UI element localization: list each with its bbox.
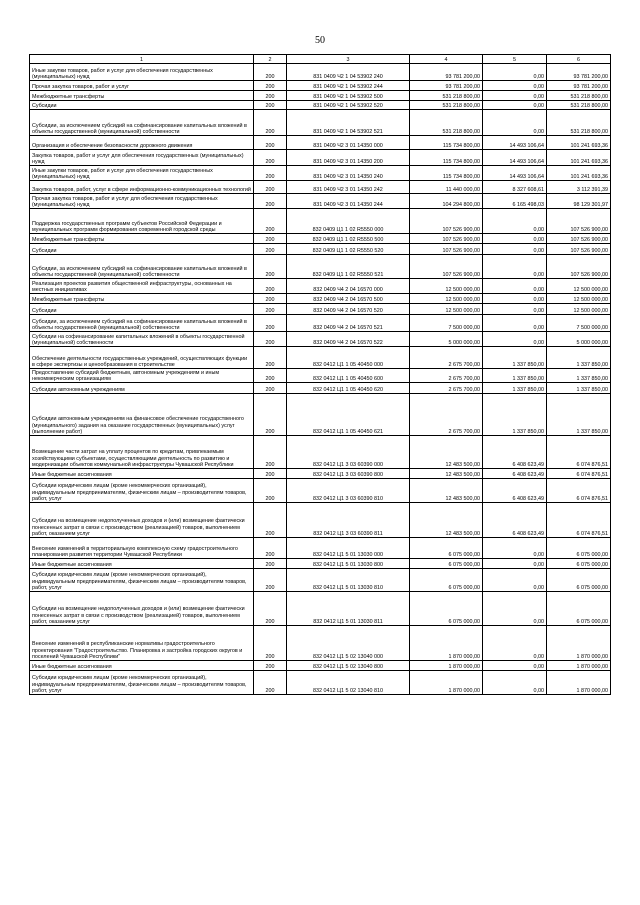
cell-amount-6: 531 218 800,00 (547, 101, 611, 110)
cell-name: Субсидии на софинансирование капитальных вложений в объекты государственной (муниципальной) собственности (30, 332, 254, 347)
cell-col-2: 200 (254, 181, 287, 194)
cell-col-2: 200 (254, 150, 287, 166)
cell-amount-4: 5 000 000,00 (410, 332, 483, 347)
cell-col-2: 200 (254, 255, 287, 279)
cell-col-2: 200 (254, 369, 287, 383)
cell-amount-4: 12 483 500,00 (410, 479, 483, 503)
table-row (30, 101, 611, 110)
cell-amount-5: 1 337 850,00 (483, 347, 547, 369)
cell-code: 832 0412 Ц1 5 02 13040 800 (287, 661, 410, 671)
cell-code: 832 0412 Ц1 5 01 13030 811 (287, 592, 410, 626)
header-col-2: 2 (254, 55, 287, 64)
cell-amount-6: 101 241 693,36 (547, 136, 611, 150)
cell-amount-5: 0,00 (483, 538, 547, 559)
cell-amount-5: 6 408 623,49 (483, 503, 547, 538)
cell-code: 832 0412 Ц1 5 02 13040 000 (287, 626, 410, 661)
cell-col-2: 200 (254, 383, 287, 394)
table-row (30, 81, 611, 91)
cell-code: 832 0412 Ц1 3 03 60390 800 (287, 469, 410, 479)
cell-name: Субсидии, за исключением субсидий на софинансирование капитальных вложений в объекты государственной (муниципальной) собственности (30, 255, 254, 279)
table-row (30, 383, 611, 394)
cell-amount-4: 107 526 900,00 (410, 234, 483, 244)
cell-name: Предоставление субсидий бюджетным, автономным учреждениям и иным некоммерческим организациям (30, 369, 254, 383)
cell-col-2: 200 (254, 294, 287, 304)
cell-amount-5: 1 337 850,00 (483, 394, 547, 436)
cell-amount-5: 6 408 623,49 (483, 436, 547, 469)
table-row (30, 559, 611, 569)
cell-amount-6: 12 500 000,00 (547, 294, 611, 304)
cell-name: Межбюджетные трансферты (30, 91, 254, 101)
cell-amount-5: 14 493 106,64 (483, 136, 547, 150)
cell-amount-4: 93 781 200,00 (410, 64, 483, 81)
cell-code: 832 0409 Ц1 1 02 R5550 521 (287, 255, 410, 279)
cell-amount-6: 6 074 876,51 (547, 503, 611, 538)
cell-amount-6: 1 337 850,00 (547, 383, 611, 394)
cell-code: 831 0409 Ч2 3 01 14350 244 (287, 194, 410, 209)
cell-name: Обеспечение деятельности государственных учреждений, осуществляющих функции в сфере экспертизы и ценообразования в строительстве (30, 347, 254, 369)
cell-amount-6: 93 781 200,00 (547, 64, 611, 81)
cell-col-2: 200 (254, 332, 287, 347)
cell-amount-5: 6 408 623,49 (483, 469, 547, 479)
cell-amount-6: 6 074 876,51 (547, 479, 611, 503)
cell-amount-5: 6 165 498,03 (483, 194, 547, 209)
cell-amount-4: 6 075 000,00 (410, 538, 483, 559)
cell-name: Иные закупки товаров, работ и услуг для обеспечения государственных (муниципальных) нужд (30, 64, 254, 81)
cell-amount-4: 531 218 800,00 (410, 91, 483, 101)
cell-amount-5: 0,00 (483, 255, 547, 279)
cell-amount-6: 1 337 850,00 (547, 347, 611, 369)
cell-amount-6: 1 337 850,00 (547, 369, 611, 383)
cell-col-2: 200 (254, 315, 287, 332)
cell-amount-4: 7 500 000,00 (410, 315, 483, 332)
cell-amount-6: 101 241 693,36 (547, 150, 611, 166)
cell-amount-4: 12 500 000,00 (410, 304, 483, 315)
cell-amount-5: 0,00 (483, 91, 547, 101)
table-row (30, 91, 611, 101)
table-row (30, 315, 611, 332)
table-row (30, 661, 611, 671)
table-row (30, 110, 611, 136)
cell-col-2: 200 (254, 661, 287, 671)
cell-code: 832 0412 Ц1 3 03 60390 000 (287, 436, 410, 469)
cell-col-2: 200 (254, 234, 287, 244)
cell-code: 832 0412 Ц1 1 05 40450 600 (287, 369, 410, 383)
cell-code: 831 0409 Ч2 1 04 53902 240 (287, 64, 410, 81)
cell-code: 832 0409 Ч4 2 04 16570 522 (287, 332, 410, 347)
cell-amount-4: 6 075 000,00 (410, 569, 483, 592)
cell-name: Внесение изменений в республиканские нормативы градостроительного проектирования "Градостроительство. Планировка и застройка городских округов и поселений Чувашской Республики" (30, 626, 254, 661)
cell-amount-6: 12 500 000,00 (547, 304, 611, 315)
cell-name: Иные закупки товаров, работ и услуг для обеспечения государственных (муниципальных) нужд (30, 166, 254, 181)
cell-amount-5: 0,00 (483, 64, 547, 81)
cell-amount-4: 6 075 000,00 (410, 559, 483, 569)
header-col-1: 1 (30, 55, 254, 64)
cell-name: Субсидии, за исключением субсидий на софинансирование капитальных вложений в объекты государственной (муниципальной) собственности (30, 315, 254, 332)
cell-amount-6: 1 870 000,00 (547, 671, 611, 695)
cell-amount-6: 107 526 900,00 (547, 255, 611, 279)
cell-col-2: 200 (254, 304, 287, 315)
cell-name: Внесение изменений в территориальную комплексную схему градостроительного планирования развития территории Чувашской Республики (30, 538, 254, 559)
cell-name: Возмещение части затрат на уплату процентов по кредитам, привлекаемым хозяйствующими субъектами, осуществляющими деятельность по развитию и модернизации объектов коммунальной инфраструктуры Чувашской Республики (30, 436, 254, 469)
cell-amount-6: 107 526 900,00 (547, 209, 611, 234)
cell-amount-4: 1 870 000,00 (410, 626, 483, 661)
cell-amount-6: 6 075 000,00 (547, 538, 611, 559)
cell-amount-5: 0,00 (483, 569, 547, 592)
cell-col-2: 200 (254, 64, 287, 81)
table-row (30, 479, 611, 503)
cell-code: 832 0409 Ц1 1 02 R5550 000 (287, 209, 410, 234)
header-col-3: 3 (287, 55, 410, 64)
table-row (30, 436, 611, 469)
cell-amount-5: 0,00 (483, 81, 547, 91)
cell-amount-5: 0,00 (483, 332, 547, 347)
cell-col-2: 200 (254, 101, 287, 110)
cell-amount-6: 6 075 000,00 (547, 569, 611, 592)
cell-amount-6: 93 781 200,00 (547, 81, 611, 91)
table-header-row (30, 55, 611, 64)
cell-amount-6: 531 218 800,00 (547, 110, 611, 136)
cell-amount-5: 0,00 (483, 209, 547, 234)
cell-col-2: 200 (254, 347, 287, 369)
cell-code: 831 0409 Ч2 1 04 53902 244 (287, 81, 410, 91)
cell-code: 832 0409 Ч4 2 04 16570 500 (287, 294, 410, 304)
cell-amount-4: 12 500 000,00 (410, 294, 483, 304)
cell-amount-5: 14 493 106,64 (483, 166, 547, 181)
header-col-4: 4 (410, 55, 483, 64)
header-col-5: 5 (483, 55, 547, 64)
cell-code: 832 0409 Ц1 1 02 R5550 500 (287, 234, 410, 244)
cell-code: 832 0409 Ч4 2 04 16570 000 (287, 279, 410, 294)
cell-code: 832 0409 Ч4 2 04 16570 520 (287, 304, 410, 315)
cell-amount-6: 1 337 850,00 (547, 394, 611, 436)
table-row (30, 671, 611, 695)
cell-col-2: 200 (254, 91, 287, 101)
cell-amount-5: 14 493 106,64 (483, 150, 547, 166)
cell-col-2: 200 (254, 503, 287, 538)
table-row (30, 347, 611, 369)
cell-code: 832 0412 Ц1 5 01 13030 000 (287, 538, 410, 559)
cell-name: Закупка товаров, работ и услуг для обеспечения государственных (муниципальных) нужд (30, 150, 254, 166)
cell-amount-4: 12 500 000,00 (410, 279, 483, 294)
cell-amount-6: 6 075 000,00 (547, 559, 611, 569)
cell-code: 831 0409 Ч2 1 04 53902 500 (287, 91, 410, 101)
cell-name: Субсидии, за исключением субсидий на софинансирование капитальных вложений в объекты государственной (муниципальной) собственности (30, 110, 254, 136)
cell-col-2: 200 (254, 469, 287, 479)
cell-amount-6: 6 075 000,00 (547, 592, 611, 626)
cell-amount-6: 98 129 301,97 (547, 194, 611, 209)
cell-amount-5: 0,00 (483, 661, 547, 671)
cell-col-2: 200 (254, 166, 287, 181)
cell-name: Реализация проектов развития общественной инфраструктуры, основанных на местных инициативах (30, 279, 254, 294)
cell-code: 832 0412 Ц1 5 01 13030 810 (287, 569, 410, 592)
cell-amount-4: 12 483 500,00 (410, 436, 483, 469)
cell-name: Субсидии юридическим лицам (кроме некоммерческих организаций), индивидуальным предпринимателям, физическим лицам – производителям товаров, работ, услуг (30, 479, 254, 503)
cell-amount-6: 107 526 900,00 (547, 234, 611, 244)
table-row (30, 279, 611, 294)
cell-amount-5: 0,00 (483, 315, 547, 332)
cell-code: 832 0412 Ц1 5 01 13030 800 (287, 559, 410, 569)
cell-amount-4: 1 870 000,00 (410, 671, 483, 695)
cell-amount-4: 2 675 700,00 (410, 347, 483, 369)
cell-code: 831 0409 Ч2 1 04 53902 521 (287, 110, 410, 136)
cell-name: Субсидии автономным учреждениям на финансовое обеспечение государственного (муниципального) задания на оказание государственных (муниципальных) услуг (выполнение работ) (30, 394, 254, 436)
cell-name: Субсидии (30, 244, 254, 255)
table-row (30, 369, 611, 383)
cell-amount-4: 115 734 800,00 (410, 136, 483, 150)
cell-amount-5: 6 408 623,49 (483, 479, 547, 503)
cell-col-2: 200 (254, 136, 287, 150)
cell-name: Иные бюджетные ассигнования (30, 469, 254, 479)
cell-name: Субсидии на возмещение недополученных доходов и (или) возмещение фактически понесенных затрат в связи с производством (реализацией) товаров, выполнением работ, оказанием услуг (30, 503, 254, 538)
cell-amount-6: 101 241 693,36 (547, 166, 611, 181)
table-row (30, 150, 611, 166)
cell-name: Поддержка государственных программ субъектов Российской Федерации и муниципальных программ формирования современной городской среды (30, 209, 254, 234)
cell-code: 832 0409 Ц1 1 02 R5550 520 (287, 244, 410, 255)
cell-amount-5: 1 337 850,00 (483, 369, 547, 383)
cell-amount-4: 107 526 900,00 (410, 255, 483, 279)
cell-code: 832 0412 Ц1 1 05 40450 620 (287, 383, 410, 394)
table-row (30, 209, 611, 234)
cell-code: 832 0412 Ц1 3 03 60390 811 (287, 503, 410, 538)
cell-amount-5: 0,00 (483, 592, 547, 626)
cell-amount-6: 7 500 000,00 (547, 315, 611, 332)
cell-name: Субсидии юридическим лицам (кроме некоммерческих организаций), индивидуальным предпринимателям, физическим лицам – производителям товаров, работ, услуг (30, 569, 254, 592)
cell-name: Закупка товаров, работ, услуг в сфере информационно-коммуникационных технологий (30, 181, 254, 194)
cell-amount-5: 0,00 (483, 244, 547, 255)
cell-amount-5: 0,00 (483, 101, 547, 110)
cell-amount-6: 3 112 391,39 (547, 181, 611, 194)
cell-amount-4: 11 440 000,00 (410, 181, 483, 194)
cell-amount-5: 0,00 (483, 294, 547, 304)
cell-amount-6: 6 074 876,51 (547, 436, 611, 469)
header-col-6: 6 (547, 55, 611, 64)
cell-amount-6: 531 218 800,00 (547, 91, 611, 101)
table-row (30, 166, 611, 181)
cell-amount-4: 93 781 200,00 (410, 81, 483, 91)
cell-col-2: 200 (254, 279, 287, 294)
cell-amount-6: 12 500 000,00 (547, 279, 611, 294)
cell-name: Межбюджетные трансферты (30, 294, 254, 304)
cell-code: 831 0409 Ч2 3 01 14350 240 (287, 166, 410, 181)
cell-code: 832 0412 Ц1 1 05 40450 621 (287, 394, 410, 436)
cell-code: 832 0412 Ц1 5 02 13040 810 (287, 671, 410, 695)
cell-code: 832 0412 Ц1 1 05 40450 000 (287, 347, 410, 369)
cell-amount-4: 12 483 500,00 (410, 503, 483, 538)
cell-col-2: 200 (254, 626, 287, 661)
cell-code: 831 0409 Ч2 3 01 14350 000 (287, 136, 410, 150)
cell-name: Субсидии юридическим лицам (кроме некоммерческих организаций), индивидуальным предпринимателям, физическим лицам – производителям товаров, работ, услуг (30, 671, 254, 695)
cell-col-2: 200 (254, 194, 287, 209)
cell-col-2: 200 (254, 592, 287, 626)
cell-col-2: 200 (254, 81, 287, 91)
cell-amount-5: 0,00 (483, 626, 547, 661)
cell-col-2: 200 (254, 244, 287, 255)
cell-amount-5: 8 327 608,61 (483, 181, 547, 194)
cell-amount-6: 5 000 000,00 (547, 332, 611, 347)
table-row (30, 255, 611, 279)
cell-amount-4: 107 526 900,00 (410, 244, 483, 255)
cell-col-2: 200 (254, 671, 287, 695)
table-row (30, 304, 611, 315)
cell-col-2: 200 (254, 479, 287, 503)
cell-code: 832 0409 Ч4 2 04 16570 521 (287, 315, 410, 332)
cell-amount-4: 104 294 800,00 (410, 194, 483, 209)
cell-amount-5: 0,00 (483, 671, 547, 695)
cell-amount-5: 1 337 850,00 (483, 383, 547, 394)
cell-amount-5: 0,00 (483, 234, 547, 244)
cell-code: 831 0409 Ч2 3 01 14350 242 (287, 181, 410, 194)
budget-table (29, 54, 611, 695)
cell-code: 832 0412 Ц1 3 03 60390 810 (287, 479, 410, 503)
table-row (30, 538, 611, 559)
cell-amount-4: 107 526 900,00 (410, 209, 483, 234)
cell-amount-5: 0,00 (483, 304, 547, 315)
cell-col-2: 200 (254, 569, 287, 592)
cell-amount-4: 1 870 000,00 (410, 661, 483, 671)
cell-amount-4: 531 218 800,00 (410, 110, 483, 136)
cell-amount-5: 0,00 (483, 559, 547, 569)
cell-amount-4: 115 734 800,00 (410, 166, 483, 181)
cell-col-2: 200 (254, 394, 287, 436)
cell-col-2: 200 (254, 559, 287, 569)
table-row (30, 294, 611, 304)
cell-name: Субсидии на возмещение недополученных доходов и (или) возмещение фактически понесенных затрат в связи с производством (реализацией) товаров, выполнением работ, оказанием услуг (30, 592, 254, 626)
cell-col-2: 200 (254, 110, 287, 136)
cell-amount-5: 0,00 (483, 279, 547, 294)
table-row (30, 194, 611, 209)
cell-name: Организация и обеспечение безопасности дорожного движения (30, 136, 254, 150)
table-row (30, 234, 611, 244)
table-row (30, 244, 611, 255)
cell-amount-6: 6 074 876,51 (547, 469, 611, 479)
table-row (30, 592, 611, 626)
table-row (30, 626, 611, 661)
cell-name: Прочая закупка товаров, работ и услуг для обеспечения государственных (муниципальных) нужд (30, 194, 254, 209)
cell-amount-4: 115 734 800,00 (410, 150, 483, 166)
table-row (30, 569, 611, 592)
cell-name: Межбюджетные трансферты (30, 234, 254, 244)
cell-amount-4: 2 675 700,00 (410, 383, 483, 394)
table-row (30, 332, 611, 347)
cell-code: 831 0409 Ч2 1 04 53902 520 (287, 101, 410, 110)
cell-name: Субсидии автономным учреждениям (30, 383, 254, 394)
cell-name: Иные бюджетные ассигнования (30, 661, 254, 671)
table-row (30, 503, 611, 538)
cell-col-2: 200 (254, 436, 287, 469)
cell-name: Субсидии (30, 101, 254, 110)
cell-amount-4: 2 675 700,00 (410, 369, 483, 383)
table-row (30, 394, 611, 436)
cell-col-2: 200 (254, 209, 287, 234)
cell-amount-6: 1 870 000,00 (547, 661, 611, 671)
cell-amount-5: 0,00 (483, 110, 547, 136)
cell-amount-4: 531 218 800,00 (410, 101, 483, 110)
cell-amount-4: 6 075 000,00 (410, 592, 483, 626)
cell-amount-4: 12 483 500,00 (410, 469, 483, 479)
table-row (30, 181, 611, 194)
page-number: 50 (315, 35, 325, 46)
cell-amount-6: 1 870 000,00 (547, 626, 611, 661)
cell-amount-4: 2 675 700,00 (410, 394, 483, 436)
table-row (30, 64, 611, 81)
table-row (30, 136, 611, 150)
cell-amount-6: 107 526 900,00 (547, 244, 611, 255)
cell-name: Иные бюджетные ассигнования (30, 559, 254, 569)
cell-col-2: 200 (254, 538, 287, 559)
cell-name: Субсидии (30, 304, 254, 315)
cell-name: Прочая закупка товаров, работ и услуг (30, 81, 254, 91)
cell-code: 831 0409 Ч2 3 01 14350 200 (287, 150, 410, 166)
table-row (30, 469, 611, 479)
